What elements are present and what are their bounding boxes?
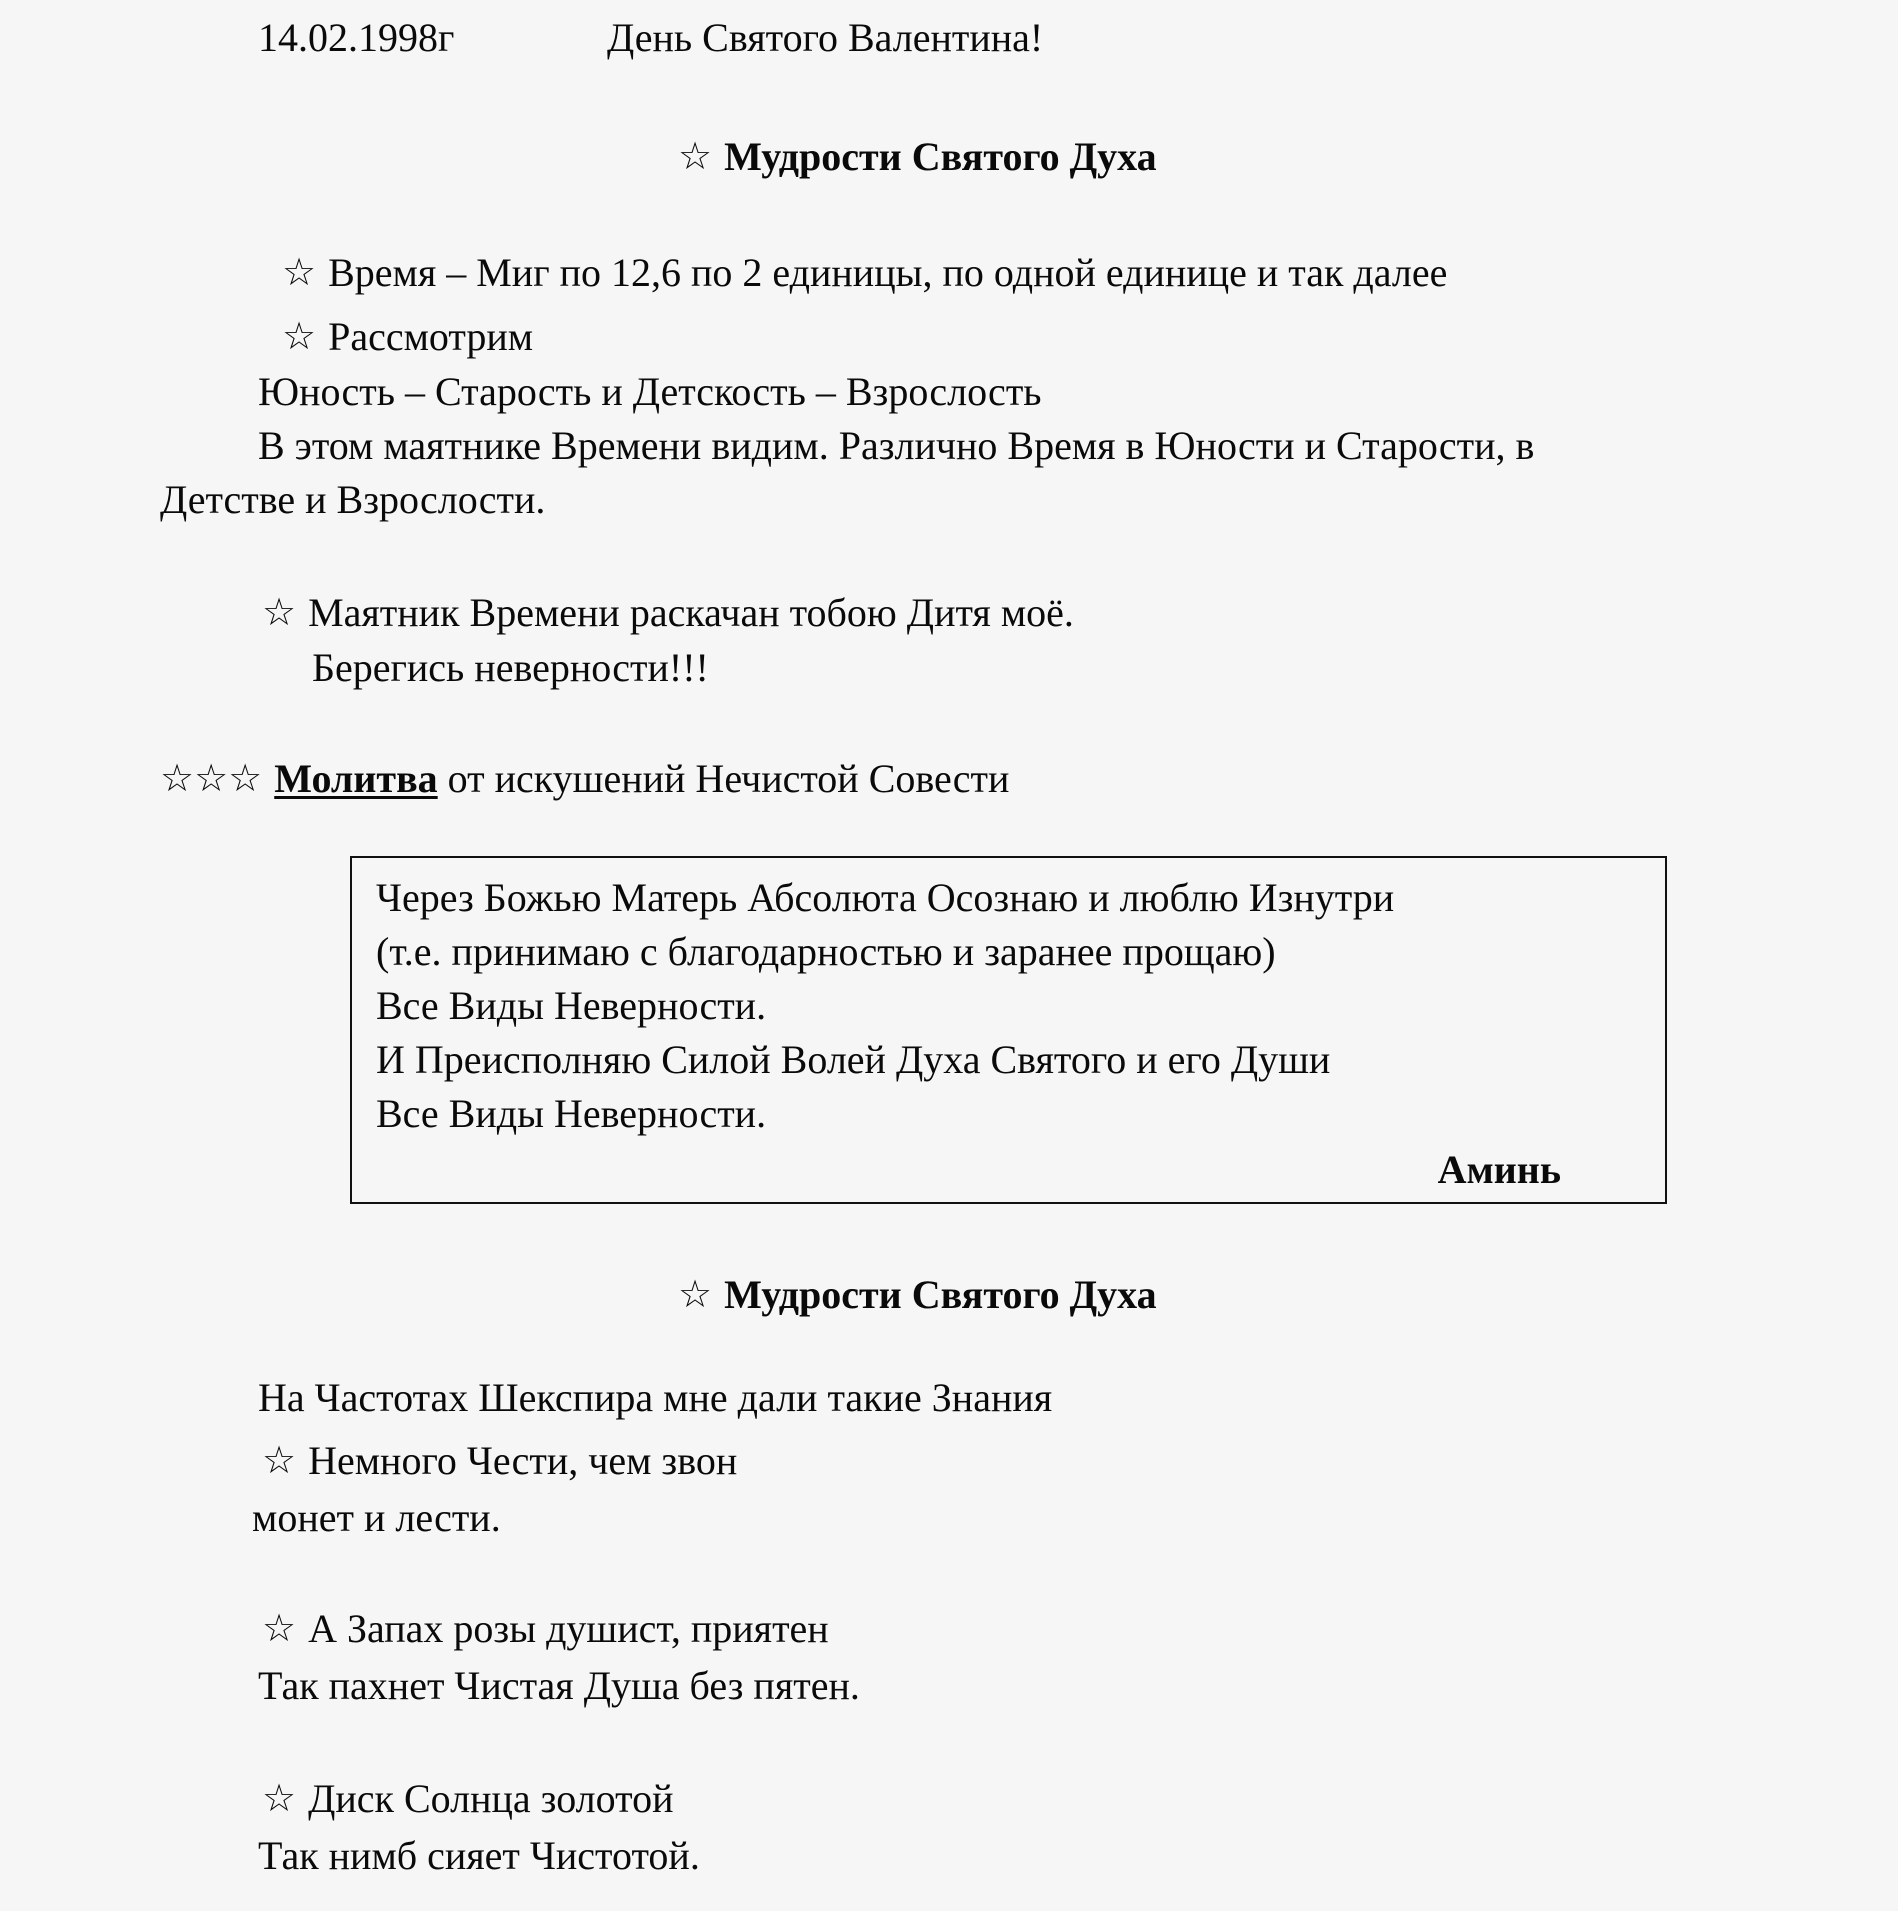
section1-item1: Время – Миг по 12,6 по 2 единицы, по одной единице и так далее [328,250,1448,295]
star-icon: ☆ [228,756,263,800]
section1-youth-line: Юность – Старость и Детскость – Взрослость [258,369,1042,414]
section1-item1-row [282,248,1447,297]
prayer-title-row [160,754,1009,803]
section2-heading-row [678,1270,1157,1319]
section1-beware-line: Берегись неверности!!! [312,645,709,690]
prayer-title-rest: от искушений Нечистой Совести [447,756,1010,801]
star-icon: ☆ [262,1438,297,1482]
star-icon: ☆ [194,756,229,800]
section2-verse1-b: монет и лести. [252,1495,501,1540]
section1-pendulum-line: В этом маятнике Времени видим. Различно Время в Юности и Старости, в [258,423,1535,468]
section1-heading: Мудрости Святого Духа [724,134,1157,179]
section2-verse1-a: Немного Чести, чем звон [308,1438,738,1483]
prayer-amen: Аминь [1437,1147,1561,1192]
prayer-title: Молитва [274,756,438,801]
header-occasion: День Святого Валентина! [607,15,1044,60]
star-icon: ☆ [282,250,317,294]
section2-verse3-row [262,1774,673,1823]
section2-verse1-row [262,1436,737,1485]
prayer-line-4: И Преисполняю Силой Волей Духа Святого и его Души [376,1037,1331,1082]
section2-intro: На Частотах Шекспира мне дали такие Знания [258,1375,1053,1420]
prayer-line-2: (т.е. принимаю с благодарностью и заранее прощаю) [376,929,1276,974]
section2-verse2-b: Так пахнет Чистая Душа без пятен. [258,1663,860,1708]
section1-item3-row [262,588,1074,637]
prayer-box [350,856,1667,1204]
star-icon: ☆ [262,1606,297,1650]
section1-item2-row [282,312,533,361]
header-date: 14.02.1998г [258,15,455,60]
section2-verse3-a: Диск Солнца золотой [308,1776,674,1821]
section1-item2: Рассмотрим [328,314,534,359]
prayer-line-5: Все Виды Неверности. [376,1091,767,1136]
section2-verse3-b: Так нимб сияет Чистотой. [258,1833,700,1878]
section1-heading-row [678,132,1157,181]
prayer-line-1: Через Божью Матерь Абсолюта Осознаю и люблю Изнутри [376,875,1395,920]
prayer-line-3: Все Виды Неверности. [376,983,767,1028]
section1-childhood-line: Детстве и Взрослости. [160,477,546,522]
star-icon: ☆ [282,314,317,358]
section2-heading: Мудрости Святого Духа [724,1272,1157,1317]
star-icon: ☆ [160,756,195,800]
section1-item3: Маятник Времени раскачан тобою Дитя моё. [308,590,1074,635]
star-icon: ☆ [262,1776,297,1820]
star-icon: ☆ [678,134,713,178]
section2-verse2-row [262,1604,829,1653]
star-icon: ☆ [678,1272,713,1316]
section2-verse2-a: А Запах розы душист, приятен [308,1606,829,1651]
star-icon: ☆ [262,590,297,634]
